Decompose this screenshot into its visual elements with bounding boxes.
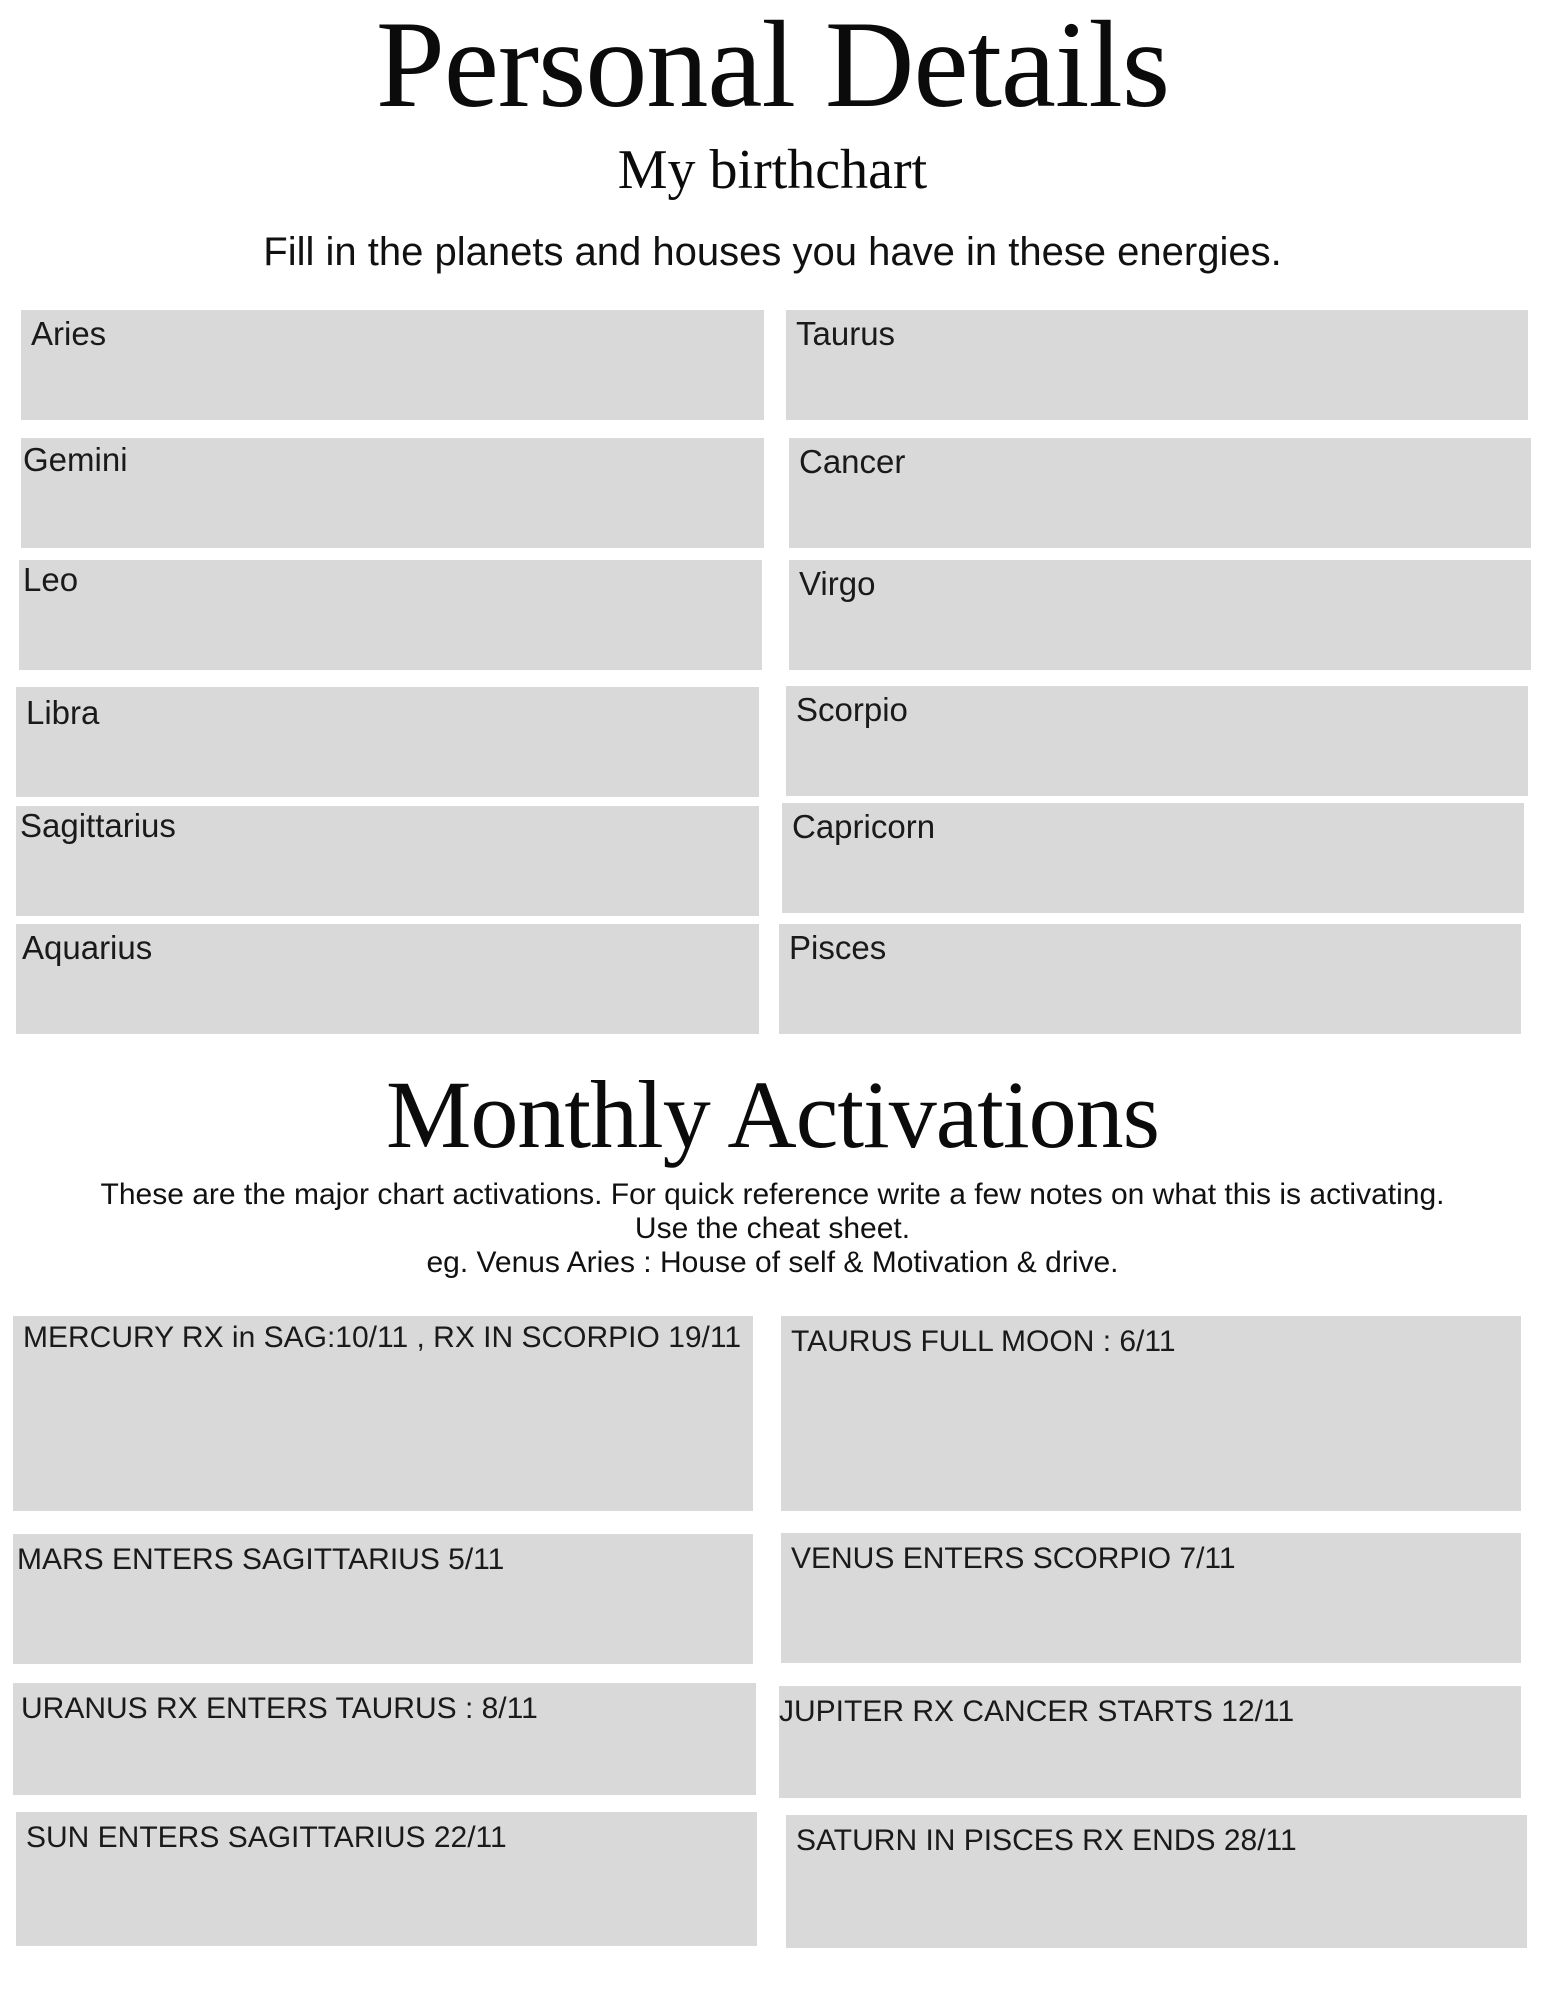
sign-label: Virgo	[799, 565, 876, 602]
instructions-text: Fill in the planets and houses you have in these energies.	[263, 230, 1282, 274]
sign-label: Scorpio	[796, 691, 908, 728]
sign-label: Aquarius	[22, 929, 153, 966]
activation-field-taurus-full-moon[interactable]	[781, 1316, 1521, 1511]
sign-label: Libra	[26, 694, 100, 731]
example-line: eg. Venus Aries : House of self & Motivation & drive.	[426, 1246, 1119, 1279]
sign-label: Taurus	[796, 315, 896, 352]
activation-label: MERCURY RX in SAG:10/11 , RX IN SCORPIO 19/11	[23, 1321, 742, 1354]
activation-field-sun[interactable]	[16, 1812, 757, 1946]
sign-label: Cancer	[799, 443, 906, 480]
activation-label: URANUS RX ENTERS TAURUS : 8/11	[21, 1692, 538, 1725]
activation-field-jupiter[interactable]	[779, 1686, 1521, 1798]
activation-label: JUPITER RX CANCER STARTS 12/11	[779, 1695, 1295, 1728]
activation-field-mars[interactable]	[13, 1534, 753, 1664]
activations-instructions	[0, 1178, 1545, 1280]
activation-field-saturn[interactable]	[786, 1815, 1527, 1948]
activation-label: SUN ENTERS SAGITTARIUS 22/11	[26, 1821, 507, 1854]
sign-field-gemini[interactable]	[21, 438, 764, 548]
instructions-line: These are the major chart activations. For quick reference write a few notes on what this is activating.	[100, 1178, 1445, 1211]
sign-field-scorpio[interactable]	[786, 686, 1528, 796]
page-subtitle: My birthchart	[617, 139, 928, 201]
sign-field-cancer[interactable]	[789, 438, 1531, 548]
sign-label: Sagittarius	[20, 807, 176, 844]
sign-field-taurus[interactable]	[786, 310, 1528, 420]
sign-field-libra[interactable]	[16, 687, 759, 797]
sign-field-virgo[interactable]	[789, 560, 1531, 670]
page-title: Personal Details	[375, 0, 1170, 133]
sign-field-aquarius[interactable]	[16, 924, 759, 1034]
activation-label: SATURN IN PISCES RX ENDS 28/11	[796, 1824, 1297, 1857]
activation-field-mercury-rx[interactable]	[13, 1316, 753, 1511]
sign-label: Leo	[23, 561, 79, 598]
instructions-line: Use the cheat sheet.	[634, 1212, 911, 1245]
activation-label: MARS ENTERS SAGITTARIUS 5/11	[17, 1543, 505, 1576]
sign-field-leo[interactable]	[19, 560, 762, 670]
sign-label: Gemini	[23, 441, 128, 478]
activation-field-venus[interactable]	[781, 1533, 1521, 1663]
activation-label: VENUS ENTERS SCORPIO 7/11	[791, 1542, 1236, 1575]
activation-field-uranus[interactable]	[13, 1683, 756, 1795]
sign-label: Aries	[31, 315, 107, 352]
sign-label: Pisces	[789, 929, 887, 966]
activation-label: TAURUS FULL MOON : 6/11	[791, 1325, 1176, 1358]
sign-field-aries[interactable]	[21, 310, 764, 420]
sign-field-capricorn[interactable]	[782, 803, 1524, 913]
sign-label: Capricorn	[792, 808, 936, 845]
sign-field-pisces[interactable]	[779, 924, 1521, 1034]
section-title: Monthly Activations	[386, 1061, 1159, 1168]
sign-field-sagittarius[interactable]	[16, 806, 759, 916]
